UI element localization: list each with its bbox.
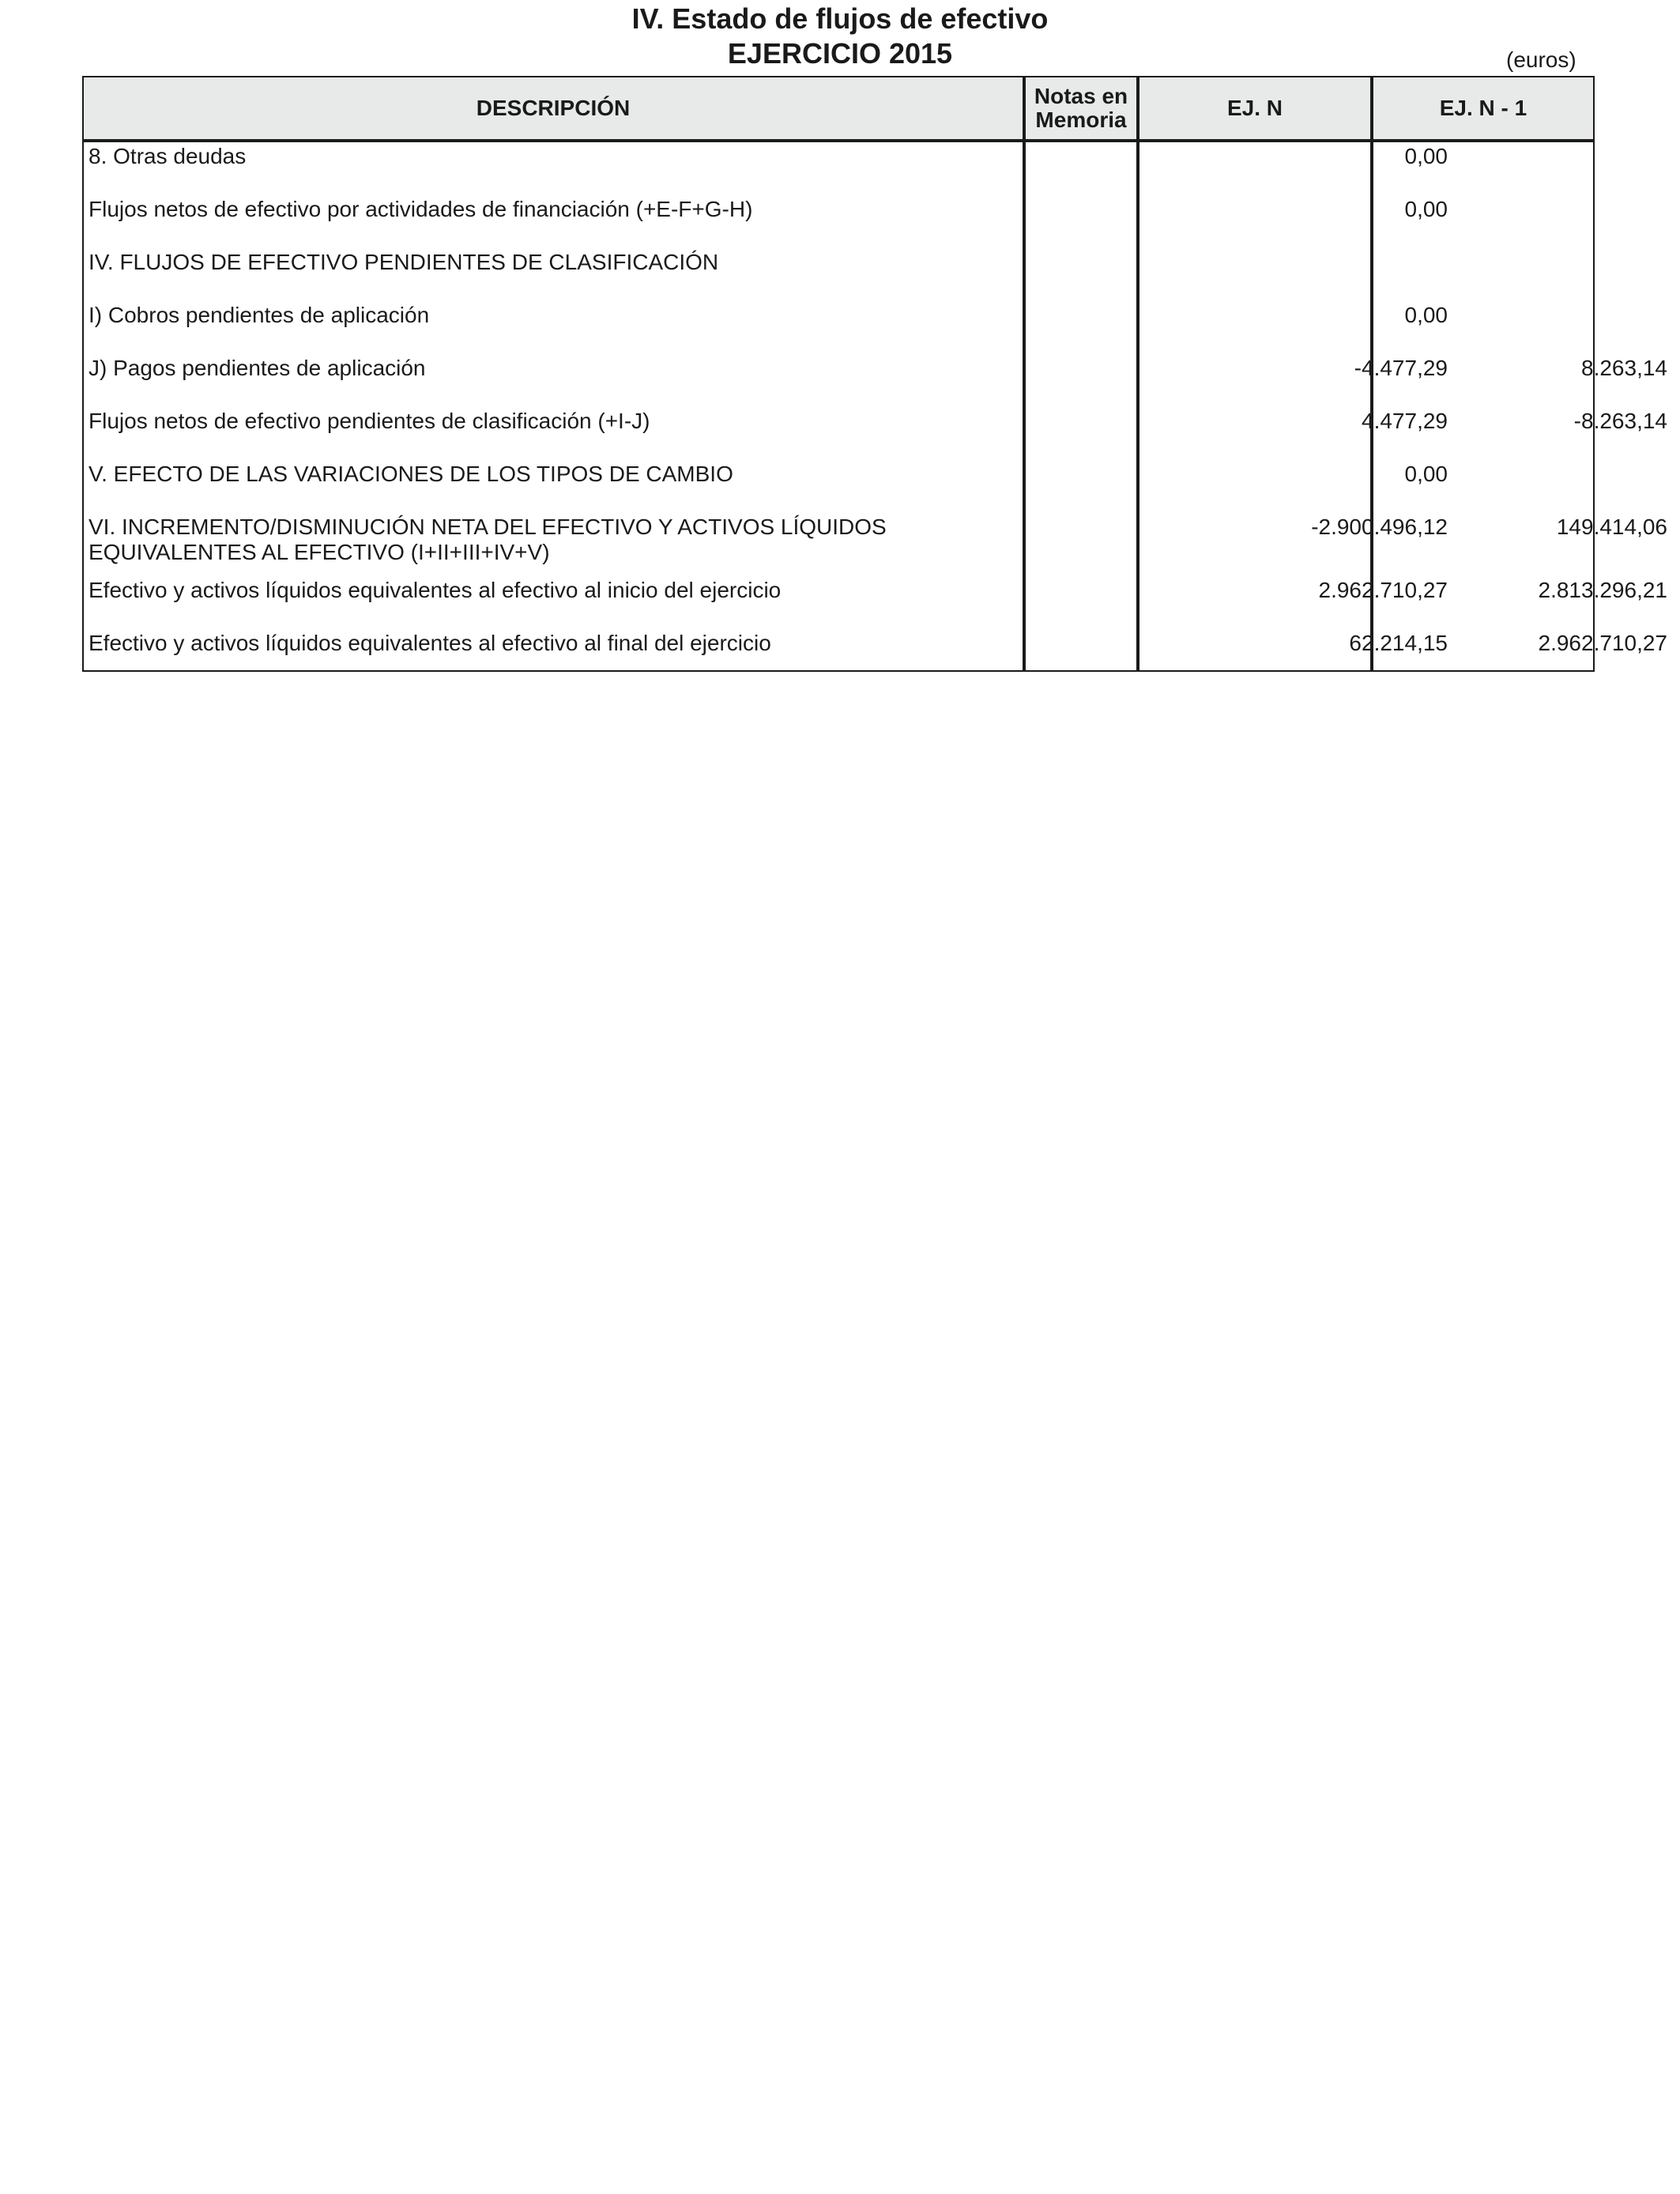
row-year-n1: 149.414,06 [1556,515,1667,539]
units-label: (euros) [1506,47,1576,72]
row-description: J) Pagos pendientes de aplicación [89,356,426,380]
row-year-n1: 8.263,14 [1581,356,1667,380]
row-year-n: 0,00 [1404,144,1448,168]
header-description: DESCRIPCIÓN [476,96,631,120]
row-year-n: 0,00 [1404,197,1448,221]
row-year-n: 0,00 [1404,303,1448,327]
row-year-n1: 2.962.710,27 [1538,631,1667,655]
row-description: Flujos netos de efectivo pendientes de clasificación (+I-J) [89,409,650,433]
header-year-n: EJ. N [1226,96,1283,120]
row-description: VI. INCREMENTO/DISMINUCIÓN NETA DEL EFECTIVO Y ACTIVOS LÍQUIDOS [89,515,887,539]
row-description: Flujos netos de efectivo por actividades de financiación (+E-F+G-H) [89,197,753,221]
row-year-n1: 2.813.296,21 [1538,578,1667,602]
row-year-n: -4.477,29 [1354,356,1448,380]
row-description: Efectivo y activos líquidos equivalentes al efectivo al inicio del ejercicio [89,578,782,602]
header-notes [1026,77,1136,139]
header-year-n1: EJ. N - 1 [1439,96,1527,120]
row-description: Efectivo y activos líquidos equivalentes al efectivo al final del ejercicio [89,631,771,655]
row-year-n: 4.477,29 [1362,409,1448,433]
header-notes-line1: Notas en [1034,84,1128,108]
row-description-continued: EQUIVALENTES AL EFECTIVO (I+II+III+IV+V) [89,540,550,564]
row-year-n: 2.962.710,27 [1318,578,1448,602]
document-title: IV. Estado de flujos de efectivo [631,2,1049,35]
row-year-n: -2.900.496,12 [1311,515,1448,539]
row-description: IV. FLUJOS DE EFECTIVO PENDIENTES DE CLASIFICACIÓN [89,250,719,274]
row-description: V. EFECTO DE LAS VARIACIONES DE LOS TIPOS DE CAMBIO [89,462,733,486]
header-notes-line2: Memoria [1035,107,1127,132]
document-subtitle: EJERCICIO 2015 [727,37,953,70]
row-year-n: 0,00 [1404,462,1448,486]
row-year-n1: -8.263,14 [1573,409,1667,433]
column-divider [1023,77,1026,670]
cash-flow-table [82,76,1667,672]
row-description: I) Cobros pendientes de aplicación [89,303,430,327]
row-description: 8. Otras deudas [89,144,247,168]
row-year-n: 62.214,15 [1349,631,1448,655]
